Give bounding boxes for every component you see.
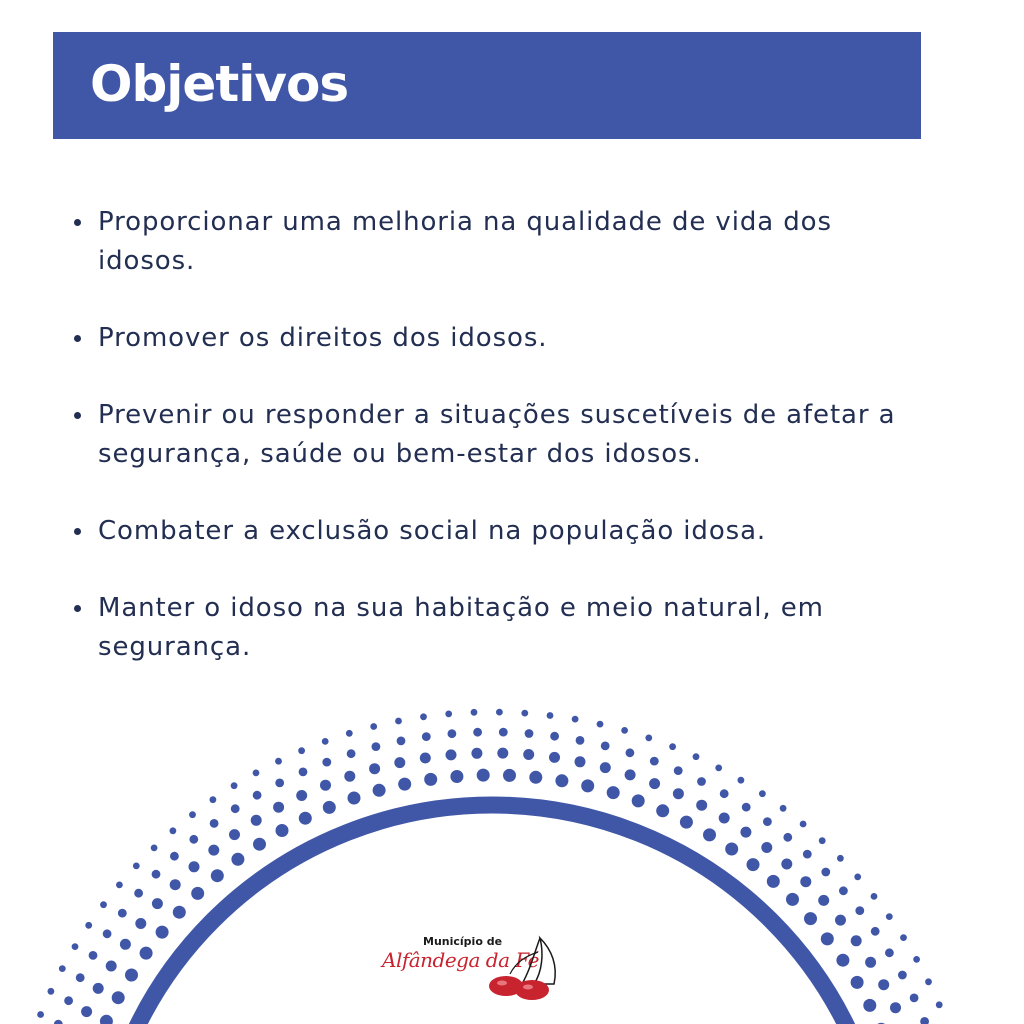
arc-dot [54, 1020, 63, 1024]
arc-dot [152, 870, 161, 879]
arc-dot [497, 748, 508, 759]
arc-dot [89, 951, 98, 960]
arc-dot [725, 843, 738, 856]
arc-dot [649, 778, 660, 789]
arc-dot [715, 765, 722, 772]
arc-dot [781, 859, 792, 870]
arc-dot [625, 769, 636, 780]
arc-dot [275, 758, 282, 765]
arc-dot [85, 922, 92, 929]
arc-dot [550, 732, 559, 741]
arc-dot [210, 796, 217, 803]
logo-caption: Município de [423, 935, 503, 948]
arc-dot [886, 913, 893, 920]
arc-dot [299, 812, 312, 825]
arc-dot [656, 804, 669, 817]
municipality-logo [382, 932, 562, 1004]
arc-dot [322, 758, 331, 767]
arc-dot [626, 748, 635, 757]
arc-dot [231, 853, 244, 866]
arc-dot [920, 1017, 929, 1024]
arc-dot [156, 926, 169, 939]
arc-dot [800, 876, 811, 887]
arc-dot [890, 1002, 901, 1013]
arc-dot [803, 850, 812, 859]
arc-dot [373, 784, 386, 797]
arc-dot [804, 912, 817, 925]
arc-dot [871, 893, 878, 900]
arc-dot [780, 805, 787, 812]
arc-dot [446, 749, 457, 760]
arc-dot [529, 771, 542, 784]
arc-dot [645, 735, 652, 742]
arc-dot [344, 771, 355, 782]
arc-dot [106, 961, 117, 972]
arc-dot [819, 837, 826, 844]
arc-dot [320, 780, 331, 791]
arc-dot [910, 994, 919, 1003]
arc-dot [103, 929, 112, 938]
arc-dot [818, 895, 829, 906]
arc-dot [720, 789, 729, 798]
arc-dot [674, 766, 683, 775]
objective-text: Manter o idoso na sua habitação e meio natural, em segurança. [98, 593, 824, 662]
arc-dot [680, 816, 693, 829]
arc-dot [93, 983, 104, 994]
arc-dot [251, 815, 262, 826]
arc-dot [170, 852, 179, 861]
arc-dot [913, 956, 920, 963]
arc-dot [696, 800, 707, 811]
arc-dot [170, 879, 181, 890]
arc-dot [547, 712, 554, 719]
arc-dot [767, 875, 780, 888]
arc-dot [369, 763, 380, 774]
arc-dot [398, 778, 411, 791]
arc-dot [191, 887, 204, 900]
arc-dot [275, 779, 284, 788]
arc-dot [420, 713, 427, 720]
arc-dot [208, 845, 219, 856]
arc-dot [135, 918, 146, 929]
arc-dot [140, 947, 153, 960]
arc-dot [898, 971, 907, 980]
arc-dot [885, 948, 894, 957]
arc-dot [173, 906, 186, 919]
arc-dot [473, 728, 482, 737]
arc-dot [370, 723, 377, 730]
arc-dot [900, 934, 907, 941]
arc-dot [669, 743, 676, 750]
arc-dot [761, 842, 772, 853]
arc-dot [116, 882, 123, 889]
arc-dot [621, 727, 628, 734]
arc-dot [152, 898, 163, 909]
arc-dot [112, 991, 125, 1004]
arc-dot [346, 730, 353, 737]
arc-dot [189, 811, 196, 818]
arc-dot [64, 996, 73, 1005]
arc-dot [800, 821, 807, 828]
arc-dot [296, 790, 307, 801]
arc-dot [523, 749, 534, 760]
arc-dot [253, 770, 260, 777]
arc-dot [445, 711, 452, 718]
cherries-sail-icon [482, 932, 562, 1004]
arc-dot [348, 792, 361, 805]
arc-dot [322, 738, 329, 745]
arc-dot [740, 827, 751, 838]
arc-dot [395, 718, 402, 725]
arc-dot [521, 710, 528, 717]
objective-text: Combater a exclusão social na população idosa. [98, 516, 767, 546]
arc-dot [420, 753, 431, 764]
arc-dot [607, 786, 620, 799]
arc-dot [742, 803, 751, 812]
arc-dot [496, 709, 503, 716]
arc-dot [821, 868, 830, 877]
arc-dot [936, 1001, 943, 1008]
arc-dot [276, 824, 289, 837]
arc-dot [855, 906, 864, 915]
arc-dot [372, 742, 381, 751]
arc-dot [125, 969, 138, 982]
arc-dot [477, 769, 490, 782]
arc-dot [211, 869, 224, 882]
arc-dot [575, 756, 586, 767]
arc-dot [37, 1011, 44, 1018]
arc-dot [189, 861, 200, 872]
arc-dot [81, 1006, 92, 1017]
arc-dot [253, 838, 266, 851]
arc-dot [471, 709, 478, 716]
arc-dot [448, 729, 457, 738]
arc-dot [747, 858, 760, 871]
objective-text: Promover os direitos dos idosos. [98, 323, 548, 353]
arc-dot [854, 874, 861, 881]
arc-dot [299, 768, 308, 777]
arc-dot [601, 742, 610, 751]
arc-dot [837, 855, 844, 862]
objective-text: Prevenir ou responder a situações suscetíveis de afetar a segurança, saúde ou bem-estar dos idosos. [98, 400, 896, 469]
arc-dot [229, 829, 240, 840]
arc-dot [525, 729, 534, 738]
arc-dot [738, 777, 745, 784]
arc-dot [871, 927, 880, 936]
arc-dot [394, 757, 405, 768]
arc-dot [134, 889, 143, 898]
arc-dot [450, 770, 463, 783]
arc-dot [835, 915, 846, 926]
objective-text: Proporcionar uma melhoria na qualidade de vida dos idosos. [98, 207, 832, 276]
arc-dot [786, 893, 799, 906]
arc-dot [839, 886, 848, 895]
arc-dot [189, 835, 198, 844]
arc-dot [783, 833, 792, 842]
arc-dot [863, 999, 876, 1012]
arc-dot [471, 748, 482, 759]
arc-dot [632, 794, 645, 807]
arc-dot [151, 845, 158, 852]
arc-dot [76, 973, 85, 982]
arc-dot [650, 757, 659, 766]
arc-dot [323, 801, 336, 814]
arc-dot [118, 909, 127, 918]
arc-dot [210, 819, 219, 828]
page-title: Objetivos [90, 55, 349, 113]
arc-dot [697, 777, 706, 786]
arc-dot [72, 943, 79, 950]
arc-dot [703, 828, 716, 841]
arc-dot [503, 769, 516, 782]
arc-dot [59, 965, 66, 972]
arc-dot [422, 732, 431, 741]
arc-dot [120, 939, 131, 950]
arc-dot [253, 791, 262, 800]
arc-dot [581, 779, 594, 792]
arc-dot [763, 817, 772, 826]
arc-dot [673, 788, 684, 799]
arc-dot [273, 802, 284, 813]
arc-dot [925, 978, 932, 985]
arc-dot [424, 773, 437, 786]
arc-dot [231, 804, 240, 813]
arc-dot [836, 954, 849, 967]
arc-dot [851, 935, 862, 946]
arc-dot [133, 863, 140, 870]
arc-dot [100, 1015, 113, 1024]
arc-dot [555, 774, 568, 787]
arc-dot [170, 827, 177, 834]
arc-dot [865, 957, 876, 968]
arc-dot [231, 782, 238, 789]
arc-dot [597, 721, 604, 728]
arc-dot [549, 752, 560, 763]
arc-dot [576, 736, 585, 745]
arc-dot [693, 753, 700, 760]
arc-dot [347, 749, 356, 758]
arc-dot [851, 976, 864, 989]
arc-dot [600, 762, 611, 773]
arc-dot [100, 901, 107, 908]
arc-dot [572, 716, 579, 723]
arc-dot [397, 737, 406, 746]
arc-dot [821, 932, 834, 945]
arc-dot [298, 747, 305, 754]
arc-dot [719, 813, 730, 824]
logo-name: Alfândega da Fé [382, 948, 539, 972]
arc-dot [48, 988, 55, 995]
arc-dot [499, 728, 508, 737]
arc-dot [878, 979, 889, 990]
arc-dot [759, 790, 766, 797]
